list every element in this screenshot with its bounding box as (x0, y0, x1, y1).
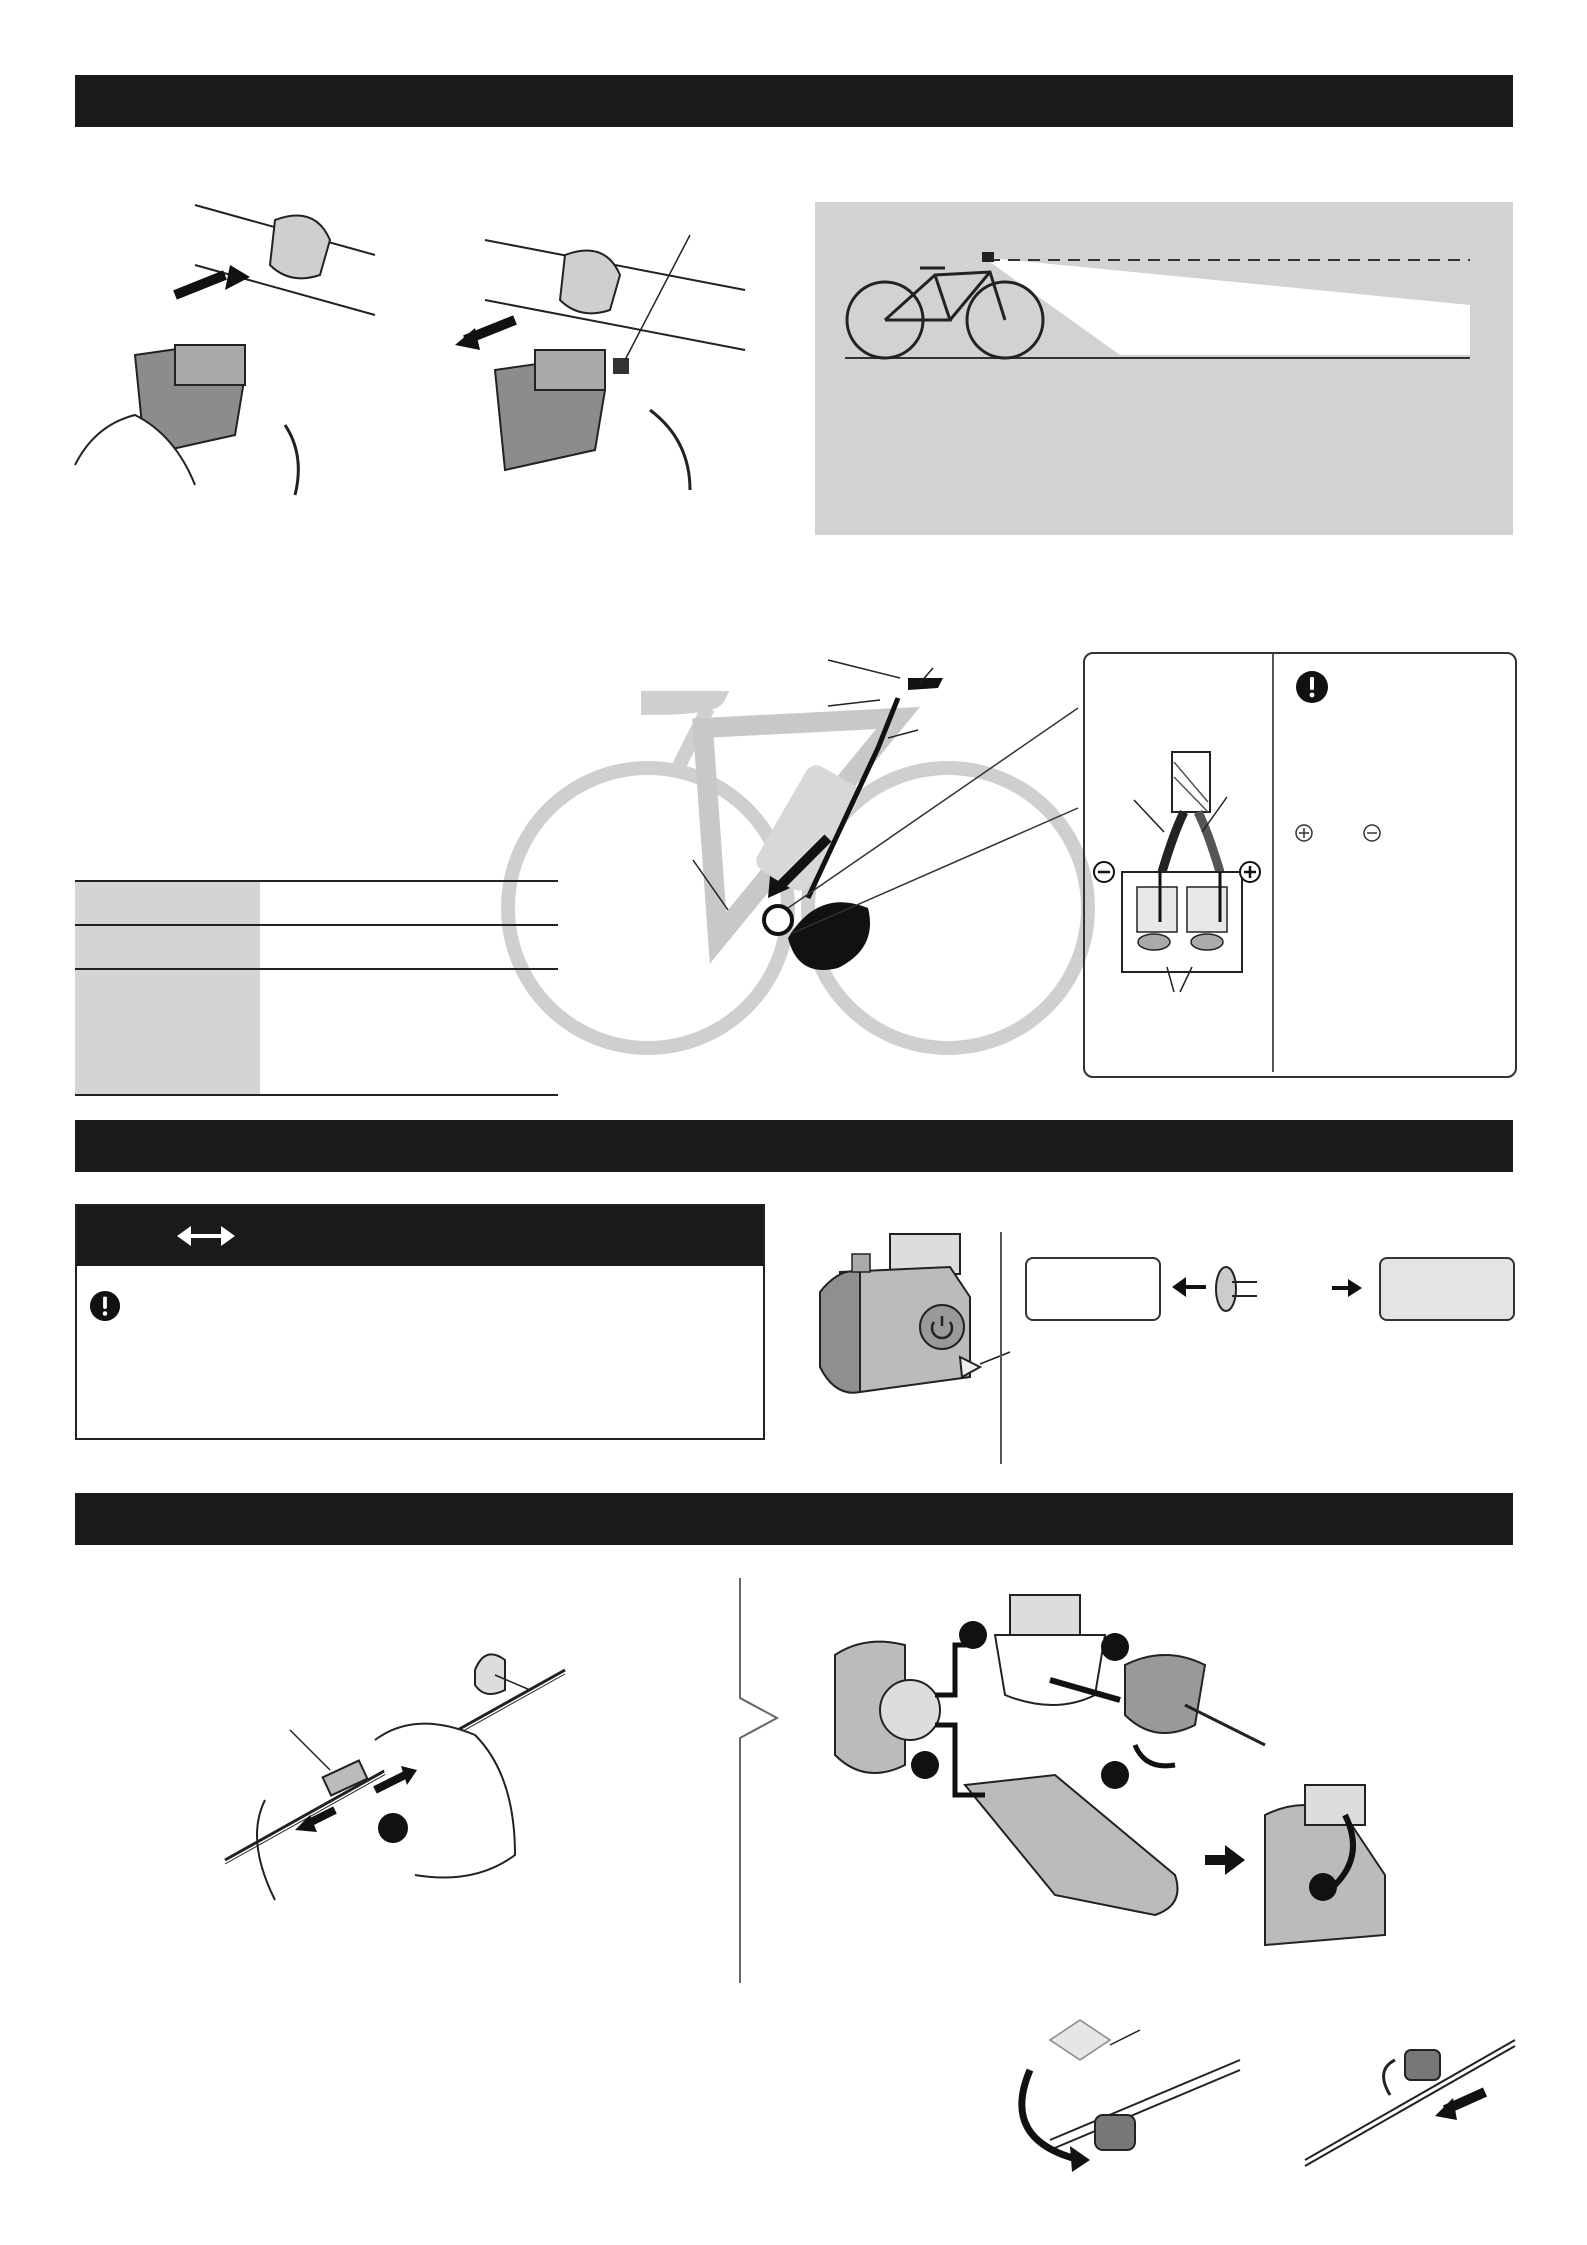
section-header-bar-3 (75, 1493, 1513, 1545)
spec-table-row-2 (75, 924, 558, 970)
lamp-disassembly-illustration (825, 1585, 1465, 1980)
switch-divider (1000, 1232, 1002, 1464)
minus-terminal-icon (1092, 860, 1116, 889)
cap-removal-illustration (1010, 2010, 1240, 2170)
mode-note-box (75, 1204, 765, 1440)
press-arrow-left (1172, 1277, 1206, 1297)
double-arrow-icon (175, 1220, 237, 1257)
spec-table-row-1 (75, 880, 558, 926)
lamp-power-switch-illustration (810, 1232, 1010, 1402)
spec-table-row-3 (75, 968, 558, 1096)
mode-state-box-on (1379, 1257, 1515, 1321)
mount-illustration-1 (75, 195, 375, 505)
section3-divider (735, 1578, 780, 1983)
finger-press-icon (1212, 1264, 1257, 1314)
section-header-bar-2 (75, 1120, 1513, 1172)
spec-table-key-1 (75, 882, 260, 926)
terminal-connector-illustration (1092, 752, 1262, 982)
mode-state-box-off (1025, 1257, 1161, 1321)
bike-wiring-illustration (588, 648, 1058, 1000)
plus-terminal-icon (1238, 860, 1262, 889)
mode-note-header (77, 1206, 763, 1266)
mount-illustration-2 (455, 230, 755, 505)
press-arrow-right (1332, 1279, 1362, 1297)
mode-note-caution-icon (89, 1290, 121, 1327)
section-header-bar-1 (75, 75, 1513, 127)
cable-join-illustration (1295, 2010, 1515, 2170)
spec-table-key-2 (75, 926, 260, 970)
plus-icon (1294, 823, 1314, 848)
beam-aim-illustration (840, 250, 1480, 365)
terminal-detail-divider (1272, 654, 1274, 1072)
minus-icon (1362, 823, 1382, 848)
cable-connector-illustration (225, 1650, 565, 1910)
spec-table-key-3 (75, 970, 260, 1094)
caution-icon (1295, 670, 1329, 709)
